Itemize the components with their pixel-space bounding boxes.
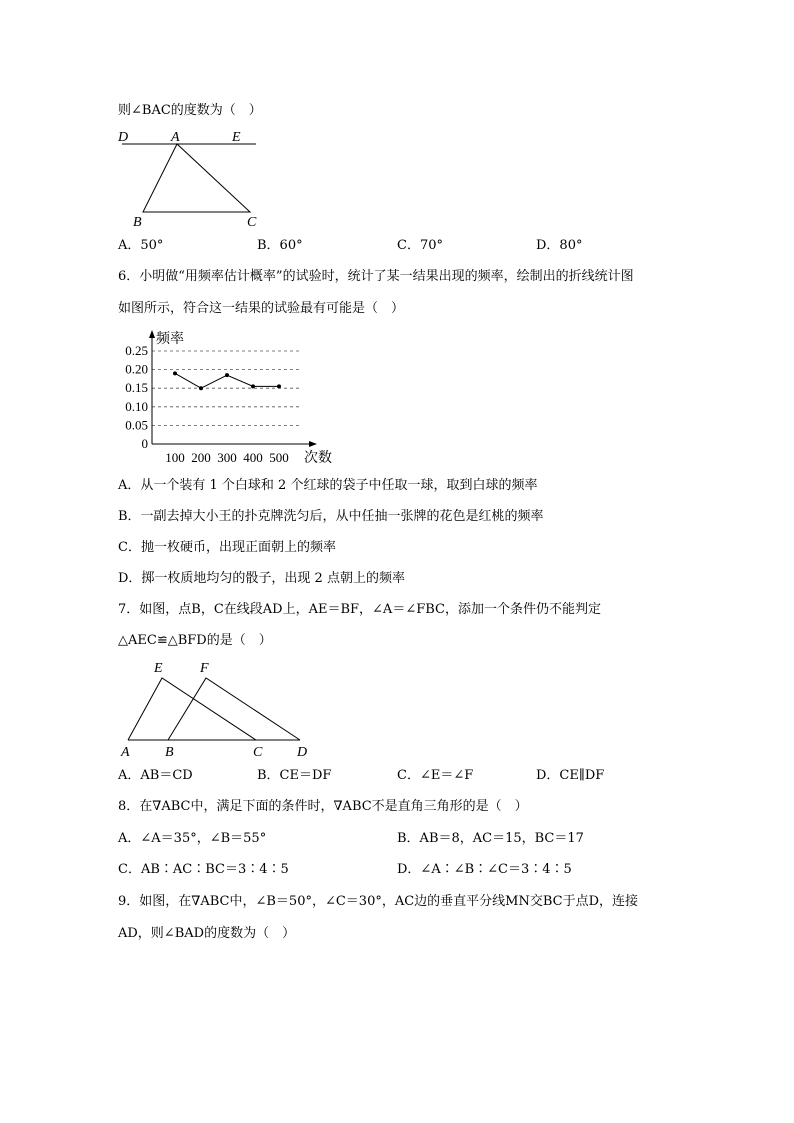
q7-label-c: C [253, 745, 263, 760]
q8-option-a[interactable]: A．∠A＝35°，∠B＝55° [118, 831, 267, 846]
chart-y-tick-label: 0 [141, 436, 148, 451]
chart-data-point [199, 386, 203, 390]
q7-option-c[interactable]: C．∠E＝∠F [397, 768, 474, 783]
q5-triangle-figure [110, 126, 280, 226]
q7-option-b[interactable]: B．CE＝DF [257, 768, 332, 783]
q5-label-a: A [171, 130, 180, 145]
chart-data-point [251, 384, 255, 388]
q6-stem-line2: 如图所示，符合这一结果的试验最有可能是（ ） [118, 301, 405, 316]
chart-y-axis-arrow [149, 330, 155, 338]
q5-option-a[interactable]: A．50° [118, 238, 164, 253]
q7-label-e: E [154, 661, 163, 676]
q5-stem-tail: 则∠BAC的度数为（ ） [118, 103, 262, 118]
chart-y-tick-label: 0.05 [125, 417, 148, 433]
q6-option-a[interactable]: A．从一个装有 1 个白球和 2 个红球的袋子中任取一球，取到白球的频率 [118, 478, 538, 493]
q7-label-f: F [200, 661, 209, 676]
chart-y-tick-label: 0.20 [125, 361, 148, 377]
q7-label-b: B [165, 745, 174, 760]
chart-ylabel: 频率 [156, 332, 184, 347]
q7-label-a: A [121, 745, 130, 760]
chart-series [173, 371, 281, 390]
chart-y-tick-label: 0.10 [125, 398, 148, 414]
q7-label-d: D [297, 745, 308, 760]
chart-y-tick-labels [125, 343, 148, 451]
q5-option-d[interactable]: D．80° [536, 238, 583, 253]
q7-stem-line2: △AEC≌△BFD的是（ ） [118, 633, 272, 648]
chart-data-point [173, 371, 177, 375]
chart-x-tick-label: 100 [165, 450, 185, 465]
q9-stem-line1: 9．如图，在∇ABC中，∠B＝50°，∠C＝30°，AC边的垂直平分线MN交BC于点D，连接 [118, 894, 639, 909]
q6-option-d[interactable]: D．掷一枚质地均匀的骰子，出现 2 点朝上的频率 [118, 571, 405, 586]
chart-xlabel: 次数 [304, 451, 332, 466]
q7-option-a[interactable]: A．AB＝CD [118, 768, 193, 783]
q5-label-c: C [247, 215, 257, 226]
q6-stem-line1: 6．小明做“用频率估计概率”的试验时，统计了某一结果出现的频率，绘制出的折线统计图 [118, 269, 634, 284]
chart-x-tick-label: 300 [217, 450, 237, 465]
q8-stem: 8．在∇ABC中，满足下面的条件时，∇ABC不是直角三角形的是（ ） [118, 799, 528, 814]
chart-x-tick-label: 200 [191, 450, 211, 465]
chart-y-tick-label: 0.15 [125, 380, 148, 396]
q5-label-e: E [232, 130, 241, 145]
q6-option-c[interactable]: C．抛一枚硬币，出现正面朝上的频率 [118, 540, 336, 555]
chart-x-tick-label: 500 [269, 450, 289, 465]
chart-data-point [277, 384, 281, 388]
q7-triangles-figure [112, 656, 322, 762]
q5-label-d: D [118, 130, 129, 145]
q7-stem-line1: 7．如图，点B，C在线段AD上，AE＝BF，∠A＝∠FBC，添加一个条件仍不能判定 [118, 602, 601, 617]
q9-stem-line2: AD，则∠BAD的度数为（ ） [118, 926, 296, 941]
chart-x-tick-label: 400 [243, 450, 263, 465]
q5-option-b[interactable]: B．60° [257, 238, 303, 253]
q5-option-c[interactable]: C．70° [397, 238, 443, 253]
q8-option-c[interactable]: C．AB∶AC∶BC＝3∶4∶5 [118, 862, 289, 877]
q5-label-b: B [133, 215, 142, 226]
frequency-line-chart [112, 327, 342, 467]
chart-y-tick-label: 0.25 [125, 343, 148, 358]
q8-option-b[interactable]: B．AB＝8，AC＝15，BC＝17 [397, 831, 584, 846]
q8-option-d[interactable]: D．∠A∶∠B∶∠C＝3∶4∶5 [397, 862, 572, 877]
chart-x-tick-labels [165, 450, 289, 465]
q7-option-d[interactable]: D．CE∥DF [536, 768, 605, 783]
chart-x-axis-arrow [309, 441, 317, 447]
q6-option-b[interactable]: B．一副去掉大小王的扑克牌洗匀后，从中任抽一张牌的花色是红桃的频率 [118, 509, 544, 524]
chart-data-point [225, 373, 229, 377]
